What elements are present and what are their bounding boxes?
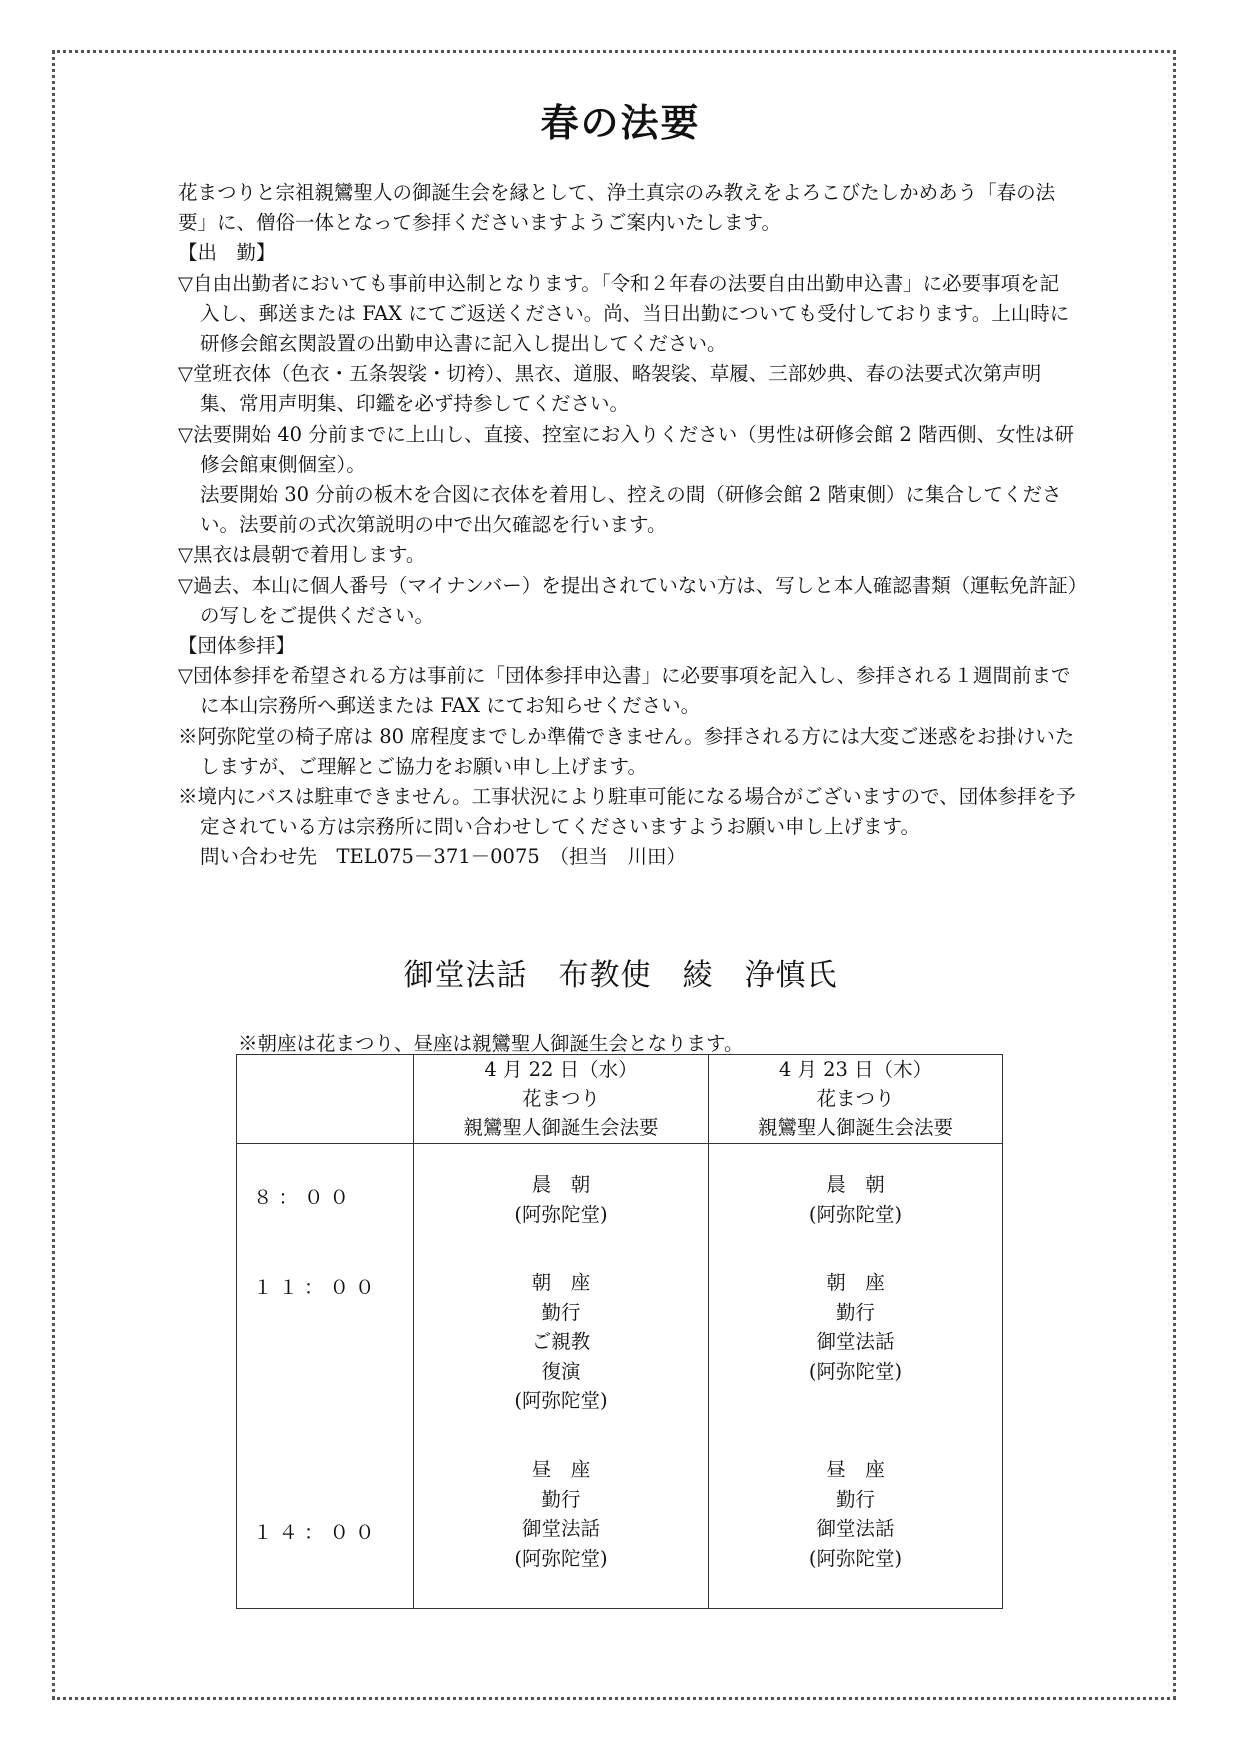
section-heading-attendance: 【出 勤】 [178,241,276,265]
schedule-table [236,1054,1003,1609]
event-line: 朝 座 [826,1271,885,1294]
body-text [178,178,1078,873]
contact-line: 問い合わせ先 TEL075－371－0075 （担当 川田） [200,845,687,869]
event-line: (阿弥陀堂) [808,1359,903,1383]
attendance-continuation: 法要開始 30 分前の板木を合図に衣体を着用し、控えの間（研修会館 2 階東側）に集合してください。法要前の式次第説明の中で出欠確認を行います。 [200,483,1062,537]
event-line: (阿弥陀堂) [514,1202,608,1226]
event-line: 勤行 [835,1300,875,1324]
day1-column [414,1144,709,1609]
time-slot: １４：００ [253,1521,381,1544]
day1-event: 花まつり [521,1087,600,1110]
event-line: 朝 座 [531,1271,591,1294]
event-line: 御堂法話 [816,1517,895,1540]
day2-ceremony: 親鸞聖人御誕生会法要 [757,1116,953,1139]
time-column [237,1144,414,1609]
group-item: ※境内にバスは駐車できません。工事状況により駐車可能になる場合がございますので、団体参拝を予定されている方は宗務所に問い合わせしてくださいますようお願い申し上げます。 [178,785,1076,839]
group-item: ※阿弥陀堂の椅子席は 80 席程度までしか準備できません。参拝される方には大変ご迷惑をお掛けいたしますが、ご理解とご協力をお願い申し上げます。 [178,724,1075,778]
day2-column [709,1144,1003,1609]
attendance-item: ▽過去、本山に個人番号（マイナンバー）を提出されていない方は、写しと本人確認書類（運転免許証）の写しをご提供ください。 [178,573,1078,627]
day2-morning [709,1170,1002,1229]
event-line: 昼 座 [826,1458,885,1481]
day1-mid [414,1268,708,1416]
event-line: 勤行 [541,1300,581,1324]
header-day2 [709,1055,1003,1144]
schedule-header-row [237,1055,1003,1144]
attendance-item: ▽法要開始 40 分前までに上山し、直接、控室にお入りください（男性は研修会館 2 階西側、女性は研修会館東側個室）。 [178,422,1075,476]
day2-mid [709,1268,1002,1386]
event-line: 勤行 [541,1487,581,1511]
event-line: 御堂法話 [816,1330,895,1353]
day1-afternoon [414,1455,708,1573]
day2-afternoon [709,1455,1002,1573]
day1-date: 4 月 22 日（水） [484,1058,638,1081]
event-line: 復演 [541,1359,581,1383]
event-line: (阿弥陀堂) [514,1546,608,1570]
event-line: (阿弥陀堂) [514,1389,608,1412]
day2-date: 4 月 23 日（木） [778,1058,933,1081]
section-heading-group: 【団体参拝】 [178,634,296,658]
attendance-item: ▽自由出勤者においても事前申込制となります。「令和２年春の法要自由出勤申込書」に必要事項を記入し、郵送または FAX にてご返送ください。尚、当日出勤についても受付しております。上山時に研修会館玄関設置の出勤申込書に記入し提出してください。 [178,271,1070,356]
day1-ceremony: 親鸞聖人御誕生会法要 [463,1116,659,1139]
group-item: ▽団体参拝を希望される方は事前に「団体参拝申込書」に必要事項を記入し、参拝される１週間前までに本山宗務所へ郵送または FAX にてお知らせください。 [178,664,1071,718]
page-title: 春の法要 [540,101,701,145]
event-line: 昼 座 [531,1458,591,1481]
time-slot: １１：００ [253,1276,381,1299]
header-empty [237,1055,414,1144]
schedule-body-row [237,1144,1003,1609]
sermon-subtitle: 御堂法話 布教使 綾 浄慎氏 [403,958,838,993]
schedule-note: ※朝座は花まつり、昼座は親鸞聖人御誕生会となります。 [238,1032,744,1055]
event-line: 御堂法話 [521,1517,600,1540]
event-line: 勤行 [835,1487,875,1511]
event-line: (阿弥陀堂) [808,1546,903,1570]
intro-paragraph: 花まつりと宗祖親鸞聖人の御誕生会を縁として、浄土真宗のみ教えをよろこびたしかめあう「春の法要」に、僧俗一体となって参拝くださいますようご案内いたします。 [178,181,1056,235]
event-line: ご親教 [531,1330,591,1353]
day1-morning [414,1170,708,1229]
day2-event: 花まつり [816,1087,895,1110]
time-slot: ８：００ [253,1186,356,1209]
header-day1 [414,1055,709,1144]
event-line: (阿弥陀堂) [808,1202,903,1226]
attendance-item: ▽堂班衣体（色衣・五条袈裟・切袴）、黒衣、道服、略袈裟、草履、三部妙典、春の法要式次第声明集、常用声明集、印鑑を必ず持参してください。 [178,362,1042,416]
event-line: 晨 朝 [826,1173,885,1196]
event-line: 晨 朝 [531,1173,591,1196]
attendance-item: ▽黒衣は晨朝で着用します。 [178,543,426,567]
